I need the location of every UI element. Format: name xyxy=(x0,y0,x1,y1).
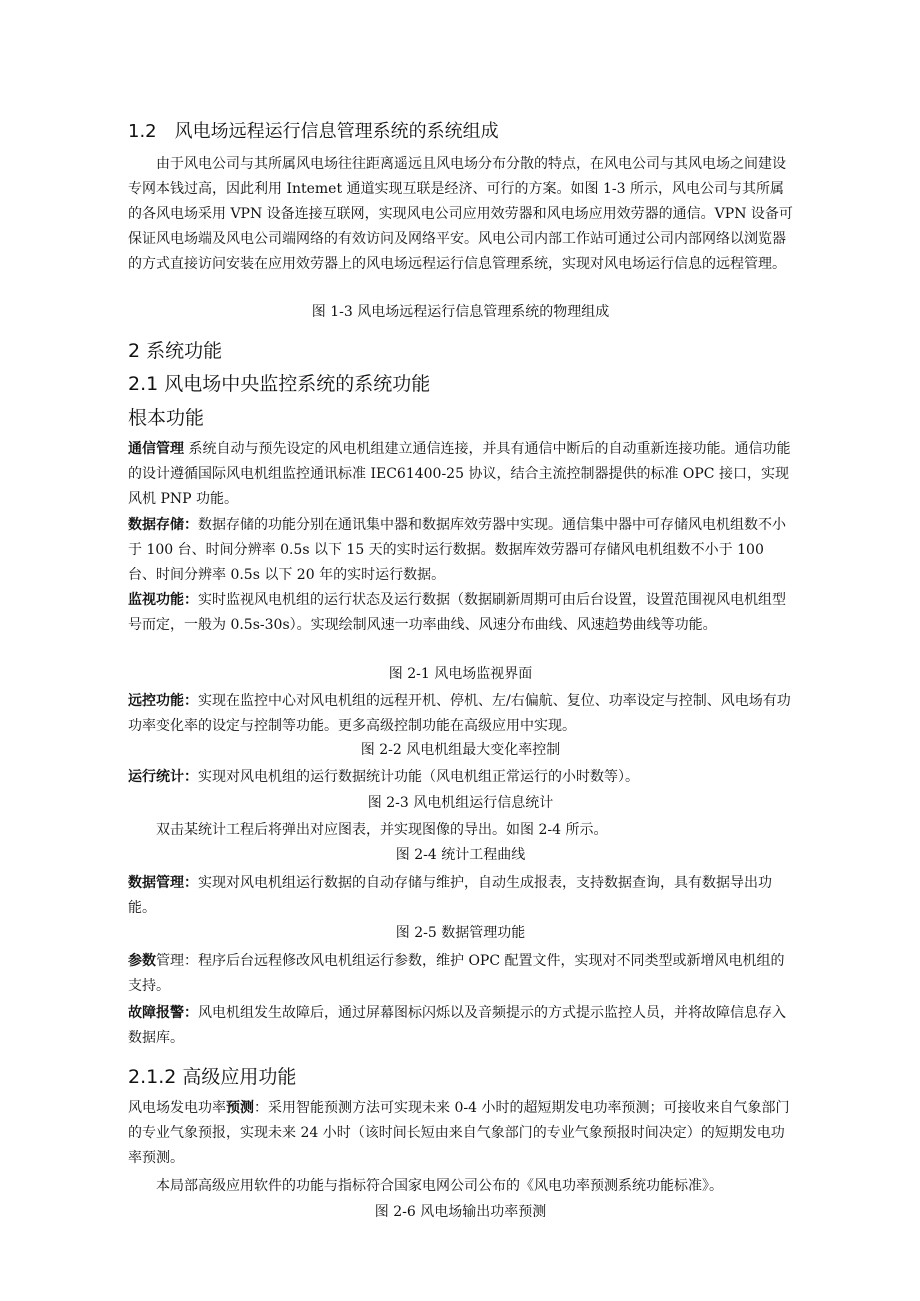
storage-text: 数据存储的功能分别在通讯集中器和数据库效劳器中实现。通信集中器中可存储风电机组数不小于 100 台、时间分辨率 0.5s 以下 15 天的实时运行数据。数据库效劳器可存储风电机组数不小于 100 台、时间分辨率 0.5s 以下 20 年的实时运行数据。 xyxy=(128,517,786,583)
heading-basic-functions: 根本功能 xyxy=(128,407,205,429)
figure-caption-2-1: 图 2-1 风电场监视界面 xyxy=(388,666,533,682)
heading-2-1: 2.1 风电场中央监控系统的系统功能 xyxy=(128,373,431,395)
double-click-paragraph: 双击某统计工程后将弹出对应图表，并实现图像的导出。如图 2-4 所示。 xyxy=(156,822,608,838)
fault-label: 故障报警： xyxy=(128,1005,198,1021)
comm-paragraph xyxy=(128,437,793,512)
stats-text: 实现对风电机组的运行数据统计功能（风电机组正常运行的小时数等）。 xyxy=(198,769,639,785)
datamgmt-text: 实现对风电机组运行数据的自动存储与维护，自动生成报表，支持数据查询，具有数据导出功能。 xyxy=(128,875,772,916)
figure-caption-2-2: 图 2-2 风电机组最大变化率控制 xyxy=(360,742,561,758)
forecast-text: ：采用智能预测方法可实现未来 0-4 小时的超短期发电功率预测；可接收来自气象部门的专业气象预报，实现未来 24 小时（该时间长短由来自气象部门的专业气象预报时间决定）的短期发电功率预测。 xyxy=(128,1100,790,1166)
fault-text: 风电机组发生故障后，通过屏幕图标闪烁以及音频提示的方式提示监控人员，并将故障信息存入数据库。 xyxy=(128,1005,786,1046)
remote-text: 实现在监控中心对风电机组的远程开机、停机、左/右偏航、复位、功率设定与控制、风电场有功功率变化率的设定与控制等功能。更多高级控制功能在高级应用中实现。 xyxy=(128,693,791,734)
datamgmt-paragraph xyxy=(128,871,793,921)
stats-label: 运行统计： xyxy=(128,769,198,785)
heading-2: 2 系统功能 xyxy=(128,340,223,362)
datamgmt-label: 数据管理： xyxy=(128,875,198,891)
figure-caption-2-5: 图 2-5 数据管理功能 xyxy=(395,925,526,941)
figure-caption-1-3: 图 1-3 风电场远程运行信息管理系统的物理组成 xyxy=(311,304,610,320)
heading-2-1-2: 2.1.2 高级应用功能 xyxy=(128,1066,297,1088)
local-standard-paragraph: 本局部高级应用软件的功能与指标符合国家电网公司公布的《风电功率预测系统功能标准》。 xyxy=(156,1178,723,1194)
monitor-label: 监视功能： xyxy=(128,592,198,608)
forecast-paragraph xyxy=(128,1096,793,1171)
forecast-label: 预测 xyxy=(226,1100,254,1116)
monitor-paragraph xyxy=(128,588,793,638)
remote-label: 远控功能： xyxy=(128,693,198,709)
params-label-bold: 参数 xyxy=(128,953,156,969)
monitor-text: 实时监视风电机组的运行状态及运行数据（数据刷新周期可由后台设置，设置范围视风电机组型号而定，一般为 0.5s-30s）。实现绘制风速一功率曲线、风速分布曲线、风速趋势曲线等功能。 xyxy=(128,592,786,633)
comm-label: 通信管理 xyxy=(128,441,184,457)
remote-paragraph xyxy=(128,689,793,739)
section-heading-1-2 xyxy=(128,119,499,145)
intro-paragraph: 由于风电公司与其所属风电场往往距离遥远且风电场分布分散的特点，在风电公司与其风电场之间建设专网本钱过高，因此利用 Intemet 通道实现互联是经济、可行的方案。如图 1-3 所示，风电公司与其所属的各风电场采用 VPN 设备连接互联网，实现风电公司应用效劳器和风电场应用效劳器的通信。VPN 设备可保证风电场端及风电公司端网络的有效访问及网络平安。风电公司内部工作站可通过公司内部网络以浏览器的方式直接访问安装在应用效劳器上的风电场远程运行信息管理系统，实现对风电场运行信息的远程管理。 xyxy=(128,156,793,272)
fault-paragraph xyxy=(128,1001,793,1051)
params-text: 程序后台远程修改风电机组运行参数，维护 OPC 配置文件，实现对不同类型或新增风电机组的支持。 xyxy=(128,953,785,994)
storage-label: 数据存储： xyxy=(128,517,198,533)
figure-caption-2-4: 图 2-4 统计工程曲线 xyxy=(395,847,526,863)
figure-caption-2-3: 图 2-3 风电机组运行信息统计 xyxy=(367,795,554,811)
forecast-prefix: 风电场发电功率 xyxy=(128,1100,226,1116)
section-number: 1.2 xyxy=(128,121,157,142)
params-label-rest: 管理： xyxy=(156,953,198,969)
section-title: 风电场远程运行信息管理系统的系统组成 xyxy=(174,121,499,142)
comm-text: 系统自动与预先设定的风电机组建立通信连接，并具有通信中断后的自动重新连接功能。通信功能的设计遵循国际风电机组监控通讯标准 IEC61400-25 协议，结合主流控制器提供的标准 OPC 接口，实现风机 PNP 功能。 xyxy=(128,441,791,507)
storage-paragraph xyxy=(128,513,793,588)
params-paragraph xyxy=(128,949,793,999)
figure-caption-2-6: 图 2-6 风电场输出功率预测 xyxy=(374,1204,547,1220)
stats-paragraph xyxy=(128,765,793,790)
